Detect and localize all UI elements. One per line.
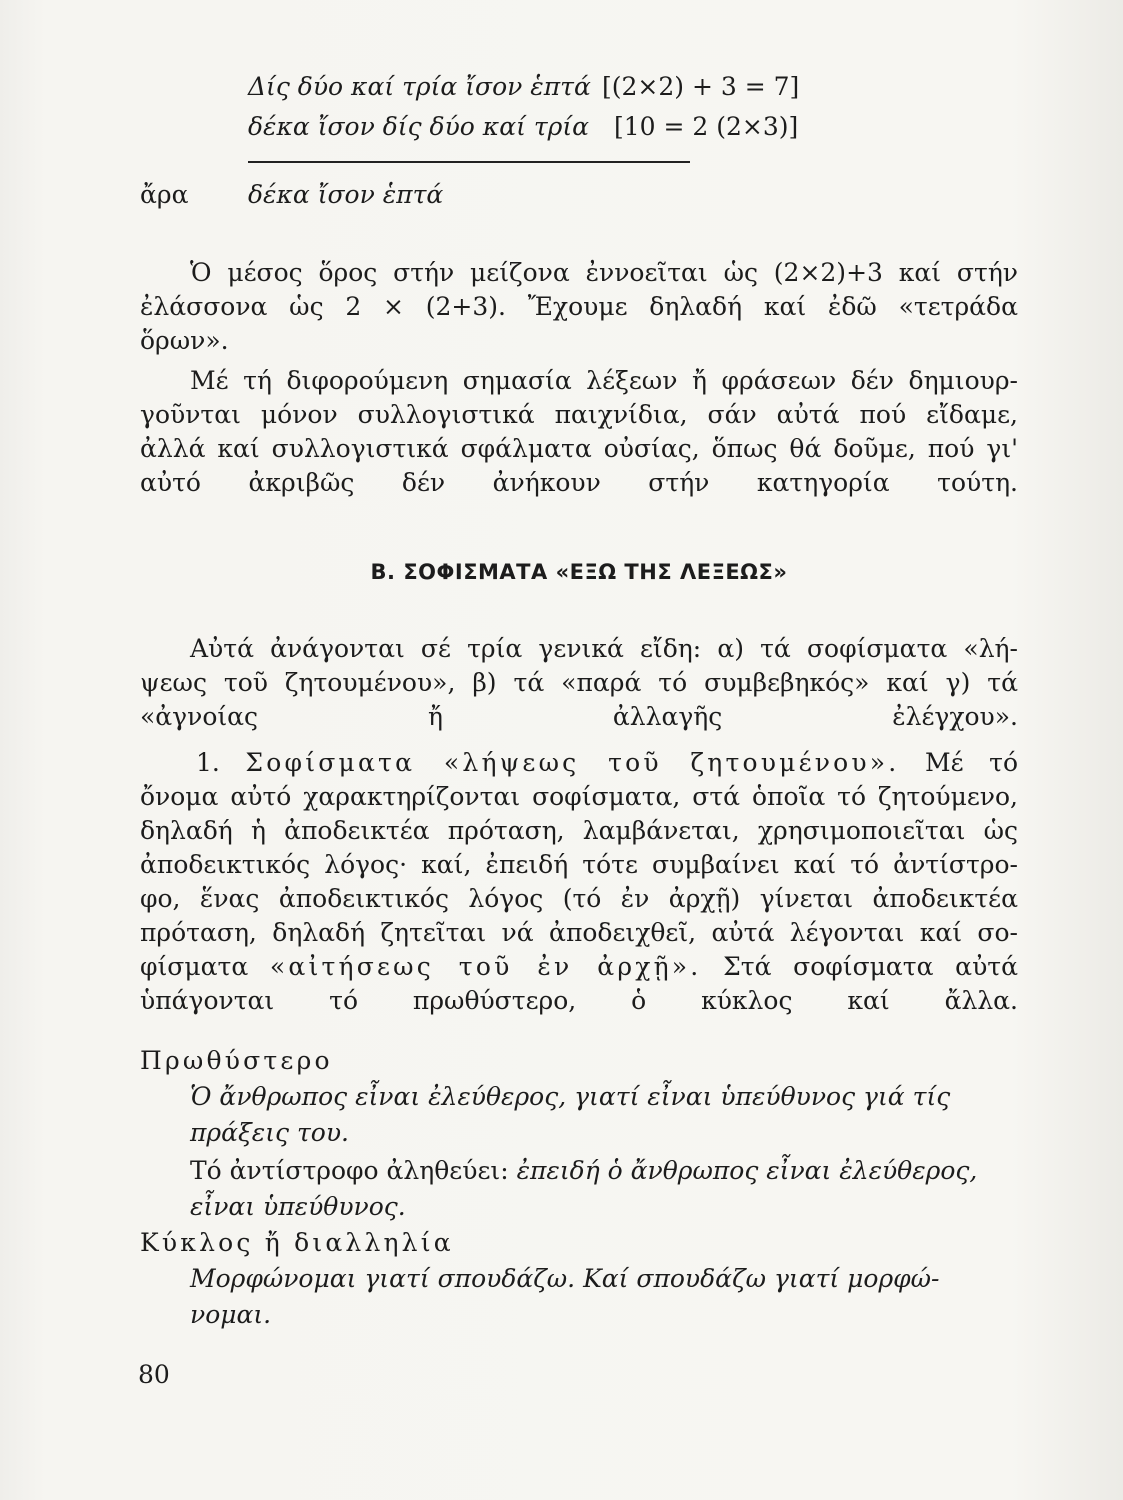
para4-line7-term: «αἰτήσεως τοῦ ἐν ἀρχῇ».	[269, 952, 702, 981]
page-number: 80	[138, 1360, 170, 1389]
para4-line-1	[140, 746, 1018, 780]
para2-line-2: γοῦνται μόνον συλλογιστικά παιχνίδια, σάν αὐτά πού εἴδαμε,	[140, 400, 1018, 429]
para4-line-7	[140, 950, 1018, 984]
para4-line-8: ὑπάγονται τό πρωθύστερο, ὁ κύκλος καί ἄλλα.	[140, 986, 1018, 1015]
hysteron-title: Πρωθύστερο	[140, 1046, 333, 1075]
paragraph-ambiguity	[140, 364, 1018, 500]
para2-line-4: αὐτό ἀκριβῶς δέν ἀνήκουν στήν κατηγορία τούτη.	[140, 468, 1018, 497]
para4-number: 1.	[196, 748, 220, 777]
syllogism-minor-premise	[248, 110, 589, 144]
para1-line-3: ὅρων».	[140, 326, 229, 355]
paragraph-middle-term	[140, 256, 1018, 358]
hysteron-converse-line-2: εἶναι ὑπεύθυνος.	[190, 1192, 406, 1221]
para4-line-6: πρόταση, δηλαδή ζητεῖται νά ἀποδειχθεῖ, αὐτά λέγονται καί σο-	[140, 918, 1018, 947]
section-heading: Β. ΣΟΦΙΣΜΑΤΑ «ΕΞΩ ΤΗΣ ΛΕΞΕΩΣ»	[370, 560, 788, 584]
para4-line-4: ἀποδεικτικός λόγος· καί, ἐπειδή τότε συμβαίνει καί τό ἀντίστρο-	[140, 850, 1018, 879]
para2-line-1: Μέ τή διφορούμενη σημασία λέξεων ἤ φράσεων δέν δημιουρ-	[190, 366, 1018, 395]
paragraph-three-kinds	[140, 632, 1018, 734]
paragraph-petitio	[140, 746, 1018, 1018]
para3-line-2: ψεως τοῦ ζητουμένου», β) τά «παρά τό συμβεβηκός» καί γ) τά	[140, 668, 1018, 697]
para1-line-2: ἐλάσσονα ὡς 2 × (2+3). Ἔχουμε δηλαδή καί ἐδῶ «τετράδα	[140, 292, 1018, 321]
conclusion-label: ἄρα	[140, 180, 189, 209]
para1-line-1: Ὁ μέσος ὅρος στήν μείζονα ἐννοεῖται ὡς (2×2)+3 καί στήν	[190, 258, 1018, 287]
major-premise-text: Δίς δύο καί τρία ἴσον ἑπτά	[248, 72, 591, 101]
syllogism-rule	[248, 161, 690, 163]
conclusion-text: δέκα ἴσον ἑπτά	[248, 180, 444, 209]
converse-italic: ἐπειδή ὁ ἄνθρωπος εἶναι ἐλεύθερος,	[516, 1156, 978, 1185]
para4-line7-rest: Στά σοφίσματα αὐτά	[723, 952, 1018, 981]
major-premise-math: [(2×2) + 3 = 7]	[602, 72, 800, 101]
hysteron-example-line-1: Ὁ ἄνθρωπος εἶναι ἐλεύθερος, γιατί εἶναι ὑπεύθυνος γιά τίς	[190, 1082, 951, 1111]
para4-line-3: δηλαδή ἡ ἀποδεικτέα πρόταση, λαμβάνεται, χρησιμοποιεῖται ὡς	[140, 816, 1018, 845]
hysteron-converse-line-1	[190, 1154, 977, 1188]
minor-premise-text: δέκα ἴσον δίς δύο καί τρία	[248, 112, 590, 141]
circle-title: Κύκλος ἤ διαλληλία	[140, 1228, 454, 1257]
para2-line-3: ἀλλά καί συλλογιστικά σφάλματα οὐσίας, ὅπως θά δοῦμε, πού γι'	[140, 434, 1018, 463]
converse-prefix: Τό ἀντίστροφο ἀληθεύει:	[190, 1156, 509, 1185]
hysteron-example-line-2: πράξεις του.	[190, 1118, 349, 1147]
circle-example-line-2: νομαι.	[190, 1300, 272, 1329]
para4-line1-rest: Μέ τό	[925, 748, 1018, 777]
para4-line-5: φο, ἕνας ἀποδεικτικός λόγος (τό ἐν ἀρχῇ) γίνεται ἀποδεικτέα	[140, 884, 1018, 913]
para3-line-3: «ἀγνοίας ἤ ἀλλαγῆς ἐλέγχου».	[140, 702, 1018, 731]
para4-line7-start: φίσματα	[140, 952, 249, 981]
para4-line-2: ὄνομα αὐτό χαρακτηρίζονται σοφίσματα, στά ὁποῖα τό ζητούμενο,	[140, 782, 1018, 811]
minor-premise-math: [10 = 2 (2×3)]	[614, 112, 799, 141]
syllogism-major-premise	[248, 70, 591, 104]
para4-term: Σοφίσματα «λήψεως τοῦ ζητουμένου».	[245, 748, 900, 777]
circle-example-line-1: Μορφώνομαι γιατί σπουδάζω. Καί σπουδάζω γιατί μορφώ-	[190, 1264, 940, 1293]
para3-line-1: Αὐτά ἀνάγονται σέ τρία γενικά εἴδη: α) τά σοφίσματα «λή-	[190, 634, 1018, 663]
